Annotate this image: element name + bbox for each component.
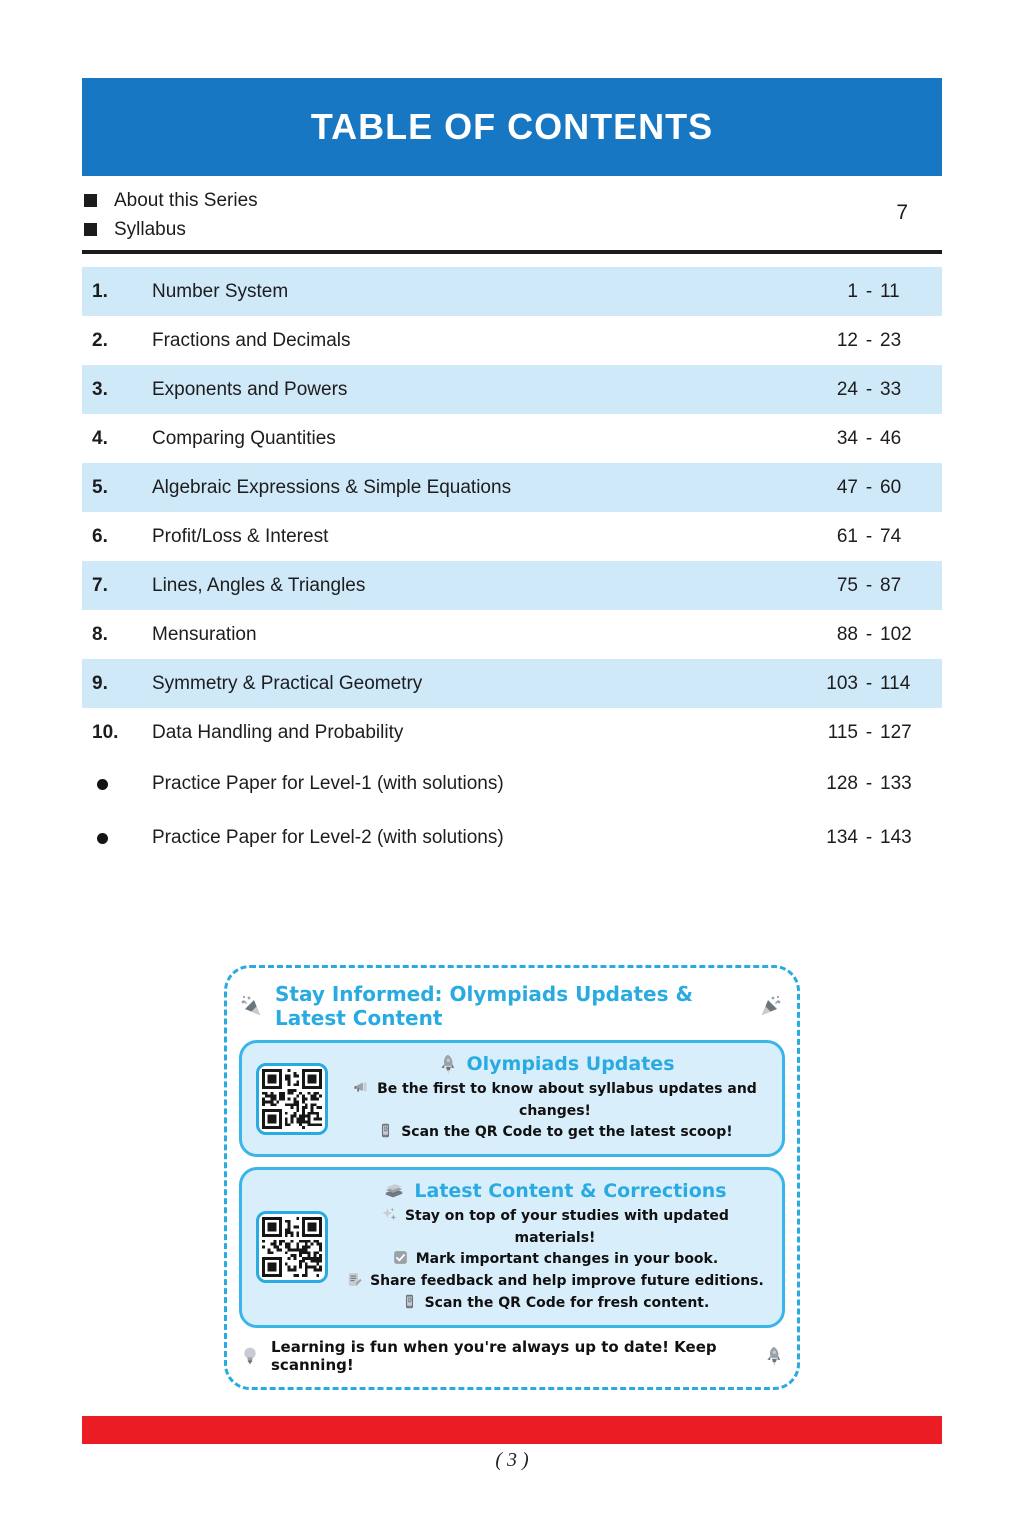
toc-row bbox=[82, 561, 942, 610]
page-range-dash: - bbox=[865, 329, 873, 351]
qr-code-canvas bbox=[262, 1217, 322, 1277]
page-number: ( 3 ) bbox=[495, 1448, 529, 1471]
stay-informed-title: Stay Informed: Olympiads Updates & Latest Content bbox=[275, 982, 693, 1030]
card-line bbox=[342, 1122, 768, 1144]
chapter-title: Data Handling and Probability bbox=[152, 721, 404, 743]
toc-row bbox=[82, 610, 942, 659]
page-range bbox=[812, 722, 942, 744]
page-end: 143 bbox=[880, 827, 912, 848]
page-start: 47 bbox=[836, 476, 858, 498]
card-line-bold: Scan the QR Code bbox=[424, 1294, 566, 1311]
chapter-number: 2. bbox=[92, 329, 108, 351]
page-end: 114 bbox=[880, 672, 911, 694]
front-matter-section bbox=[82, 176, 942, 254]
page-end: 127 bbox=[880, 721, 912, 743]
card-line bbox=[342, 1249, 768, 1271]
chapter-title: Profit/Loss & Interest bbox=[152, 525, 329, 547]
chapter-title: Symmetry & Practical Geometry bbox=[152, 672, 423, 694]
toc-row bbox=[82, 414, 942, 463]
footer-red-bar bbox=[82, 1416, 942, 1444]
card-title-row bbox=[342, 1053, 768, 1075]
sparkles-icon bbox=[381, 1206, 398, 1223]
qr-code-canvas bbox=[262, 1069, 322, 1129]
latest-content-card bbox=[239, 1167, 785, 1327]
page-content bbox=[82, 78, 942, 1472]
page-start: 75 bbox=[836, 574, 858, 596]
front-matter-label: Syllabus bbox=[114, 218, 186, 240]
page-range-dash: - bbox=[865, 476, 873, 498]
toc-row bbox=[82, 512, 942, 561]
page-end: 102 bbox=[880, 623, 912, 645]
party-popper-icon bbox=[239, 994, 263, 1018]
page-end: 23 bbox=[880, 329, 902, 351]
checkbox-icon bbox=[392, 1249, 409, 1266]
page-range-dash: - bbox=[865, 721, 873, 743]
page-range-dash: - bbox=[865, 773, 873, 794]
chapter-number: 3. bbox=[92, 378, 108, 400]
light-bulb-icon bbox=[239, 1345, 261, 1367]
page-range-dash: - bbox=[865, 672, 873, 694]
chapter-title: Comparing Quantities bbox=[152, 427, 336, 449]
page-range bbox=[812, 624, 942, 646]
promo-footer-row bbox=[239, 1338, 785, 1374]
memo-icon bbox=[346, 1271, 363, 1288]
page-end: 74 bbox=[880, 525, 902, 547]
page-range bbox=[812, 773, 942, 795]
chapter-number: 10. bbox=[92, 721, 119, 743]
front-matter-item bbox=[82, 186, 942, 215]
card-title: Olympiads Updates bbox=[466, 1053, 675, 1075]
toc-row bbox=[82, 659, 942, 708]
rocket-icon bbox=[435, 1053, 457, 1075]
front-matter-item bbox=[82, 215, 942, 244]
toc-row bbox=[82, 365, 942, 414]
qr-scanner-icon bbox=[401, 1293, 418, 1310]
card-title-row bbox=[342, 1180, 768, 1202]
qr-code-olympiads-updates bbox=[256, 1063, 328, 1135]
page-range bbox=[812, 477, 942, 499]
card-line-text: Be the first to know about syllabus updates and changes! bbox=[377, 1081, 757, 1119]
bullet-cell bbox=[82, 779, 152, 790]
toc-row bbox=[82, 316, 942, 365]
page-end: 33 bbox=[880, 378, 902, 400]
page-title: TABLE OF CONTENTS bbox=[310, 106, 714, 147]
chapter-number: 7. bbox=[92, 574, 108, 596]
page-range-dash: - bbox=[865, 427, 873, 449]
page-end: 11 bbox=[880, 280, 900, 302]
page-start: 24 bbox=[836, 378, 858, 400]
page-range-dash: - bbox=[865, 623, 873, 645]
page-range-dash: - bbox=[865, 525, 873, 547]
page-end: 133 bbox=[880, 773, 912, 794]
card-line bbox=[342, 1206, 768, 1249]
page-start: 128 bbox=[826, 773, 858, 794]
page-end: 87 bbox=[880, 574, 902, 596]
page-start: 115 bbox=[827, 721, 858, 743]
toc-row bbox=[82, 463, 942, 512]
toc-row bbox=[82, 267, 942, 316]
party-popper-icon bbox=[759, 994, 783, 1018]
page-range bbox=[812, 526, 942, 548]
extra-title: Practice Paper for Level-2 (with solutions) bbox=[152, 827, 504, 848]
chapter-number: 6. bbox=[92, 525, 108, 547]
page-range bbox=[812, 379, 942, 401]
chapter-title: Algebraic Expressions & Simple Equations bbox=[152, 476, 512, 498]
card-line bbox=[342, 1271, 768, 1293]
bullet-cell bbox=[82, 833, 152, 844]
card-line-text: Share feedback and help improve future editions. bbox=[370, 1273, 764, 1290]
book-page bbox=[0, 78, 1024, 1518]
stay-informed-title-row bbox=[239, 982, 785, 1030]
square-bullet-icon bbox=[84, 194, 97, 207]
chapter-number: 1. bbox=[92, 280, 108, 302]
page-start: 34 bbox=[836, 427, 858, 449]
page-range bbox=[812, 428, 942, 450]
promo-footer-text: Learning is fun when you're always up to date! Keep scanning! bbox=[271, 1337, 717, 1374]
chapter-number: 8. bbox=[92, 623, 108, 645]
stay-informed-box bbox=[224, 965, 800, 1390]
toc-row bbox=[82, 708, 942, 757]
square-bullet-icon bbox=[84, 223, 97, 236]
page-end: 46 bbox=[880, 427, 902, 449]
chapter-title: Exponents and Powers bbox=[152, 378, 348, 400]
chapter-title: Lines, Angles & Triangles bbox=[152, 574, 366, 596]
card-body bbox=[342, 1180, 768, 1314]
card-line bbox=[342, 1079, 768, 1122]
chapter-number: 5. bbox=[92, 476, 108, 498]
qr-code-latest-content bbox=[256, 1211, 328, 1283]
page-range-dash: - bbox=[865, 280, 873, 302]
page-range-dash: - bbox=[865, 574, 873, 596]
page-start: 61 bbox=[836, 525, 858, 547]
front-matter-label: About this Series bbox=[114, 189, 258, 211]
card-line-text: for fresh content. bbox=[565, 1294, 710, 1311]
chapter-title: Number System bbox=[152, 280, 289, 302]
dot-bullet-icon bbox=[97, 779, 108, 790]
card-title: Latest Content & Corrections bbox=[414, 1180, 727, 1203]
toc-list bbox=[82, 267, 942, 865]
toc-extra-row bbox=[82, 811, 942, 865]
card-body bbox=[342, 1053, 768, 1144]
page-range bbox=[812, 827, 942, 849]
dot-bullet-icon bbox=[97, 833, 108, 844]
rocket-icon bbox=[761, 1345, 783, 1367]
card-line-bold: Scan the QR Code bbox=[401, 1124, 542, 1141]
page-range-dash: - bbox=[865, 827, 873, 848]
extra-title: Practice Paper for Level-1 (with solutions) bbox=[152, 773, 504, 794]
card-line-text: to get the latest scoop! bbox=[541, 1124, 733, 1141]
page-start: 103 bbox=[826, 672, 858, 694]
page-range bbox=[812, 281, 942, 303]
page-start: 12 bbox=[836, 329, 858, 351]
toc-header-banner bbox=[82, 78, 942, 176]
card-line-text: Stay on top of your studies with updated materials! bbox=[404, 1208, 729, 1246]
front-matter-page-number: 7 bbox=[896, 201, 908, 224]
books-icon bbox=[383, 1180, 405, 1202]
page-end: 60 bbox=[880, 476, 902, 498]
page-range bbox=[812, 330, 942, 352]
chapter-number: 9. bbox=[92, 672, 108, 694]
page-range bbox=[812, 673, 942, 695]
chapter-title: Mensuration bbox=[152, 623, 257, 645]
page-start: 1 bbox=[847, 280, 858, 302]
card-line bbox=[342, 1293, 768, 1315]
toc-extra-row bbox=[82, 757, 942, 811]
card-line-text: Mark important changes in your book. bbox=[415, 1251, 719, 1268]
megaphone-icon bbox=[353, 1079, 370, 1096]
chapter-title: Fractions and Decimals bbox=[152, 329, 351, 351]
page-range bbox=[812, 575, 942, 597]
page-start: 134 bbox=[826, 827, 858, 848]
qr-scanner-icon bbox=[377, 1122, 394, 1139]
chapter-number: 4. bbox=[92, 427, 108, 449]
page-range-dash: - bbox=[865, 378, 873, 400]
olympiads-updates-card bbox=[239, 1040, 785, 1157]
page-start: 88 bbox=[836, 623, 858, 645]
